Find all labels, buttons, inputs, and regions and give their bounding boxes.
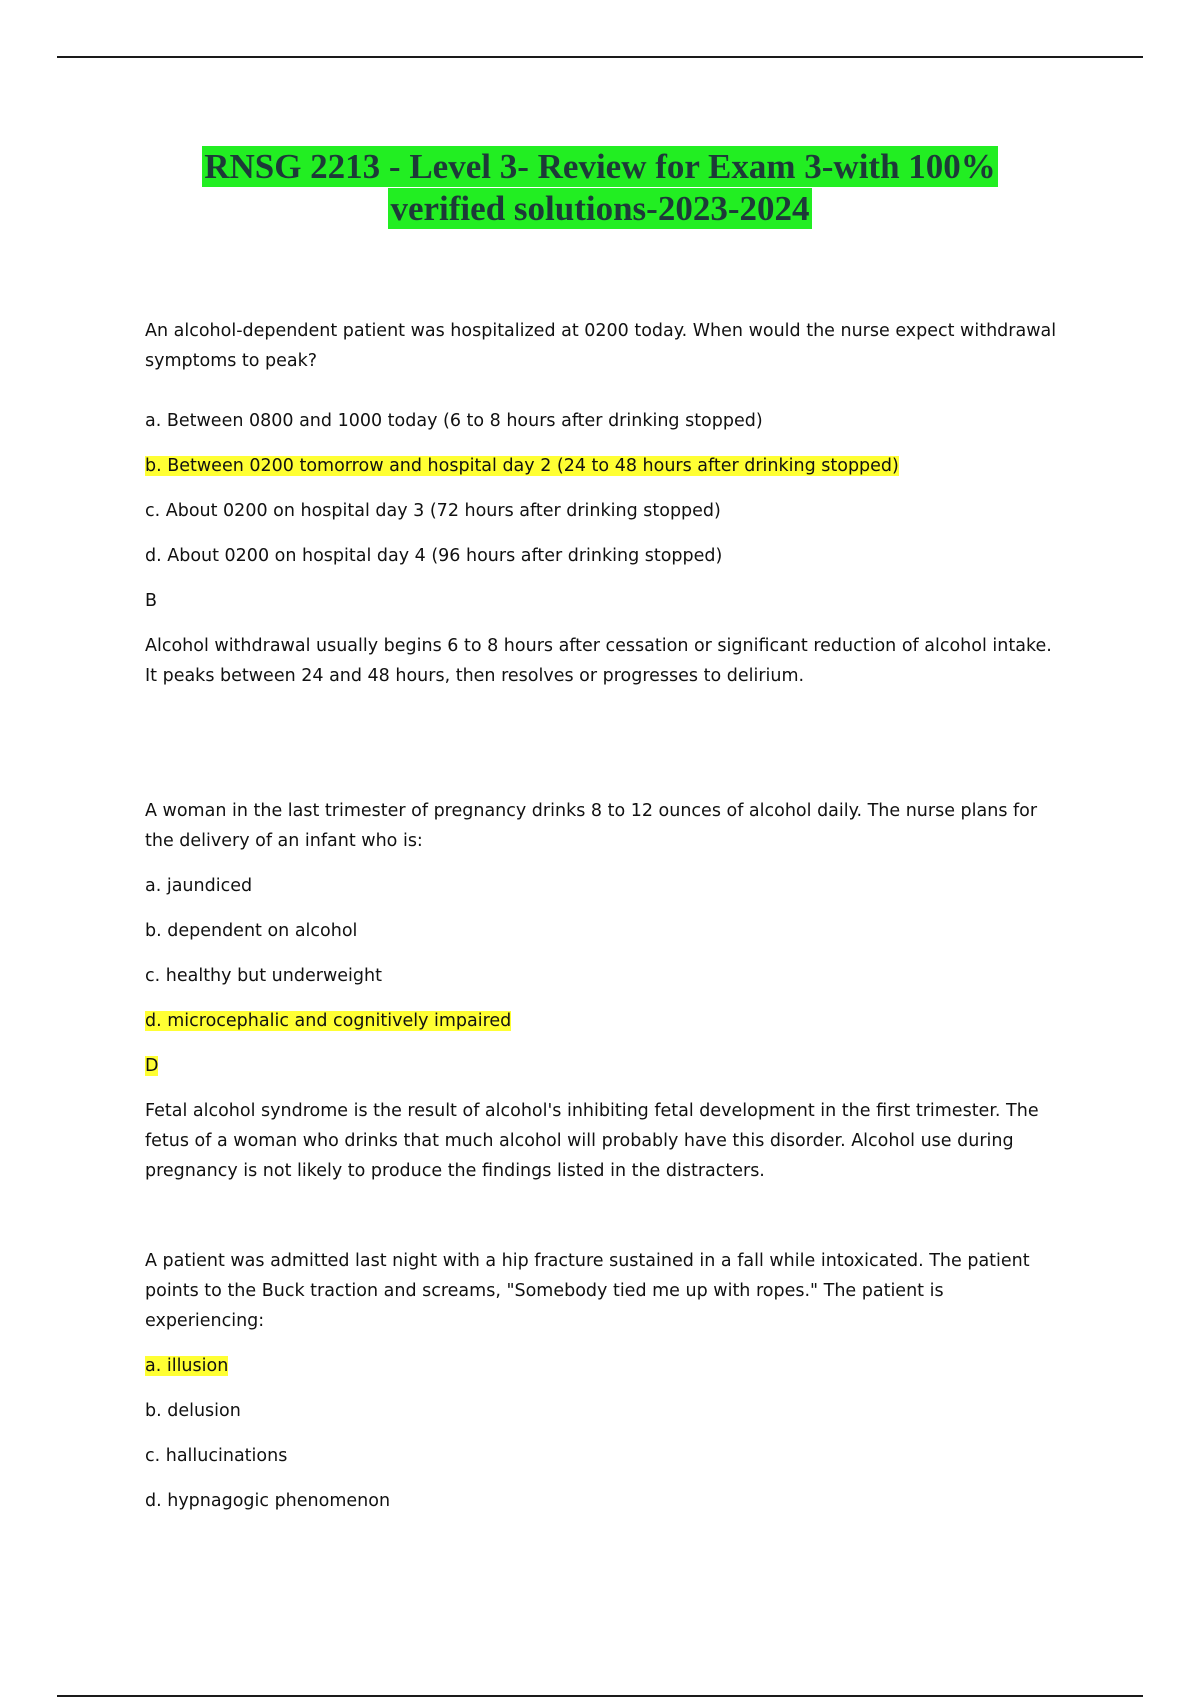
document-body	[145, 316, 1065, 1516]
rationale: Fetal alcohol syndrome is the result of alcohol's inhibiting fetal development in the first trimester. The fetus of a woman who drinks that much alcohol will probably have this disorder. Alcohol use during pregnancy is not likely to produce the findings listed in the distracters.	[145, 1101, 1039, 1181]
answer-key: D	[145, 1056, 159, 1076]
title-line-1: RNSG 2213 - Level 3- Review for Exam 3-with 100%	[204, 147, 996, 186]
question-block-2	[145, 796, 1065, 1186]
question-stem: A patient was admitted last night with a hip fracture sustained in a fall while intoxicated. The patient points to the Buck traction and screams, "Somebody tied me up with ropes." The patient is experiencing:	[145, 1251, 1030, 1331]
question-block-3	[145, 1246, 1065, 1516]
option-a: a. jaundiced	[145, 876, 253, 896]
header-rule	[57, 56, 1143, 58]
option-b: b. delusion	[145, 1401, 241, 1421]
title-line-2: verified solutions-2023-2024	[390, 189, 810, 228]
option-a: a. Between 0800 and 1000 today (6 to 8 hours after drinking stopped)	[145, 411, 763, 431]
question-stem: An alcohol-dependent patient was hospitalized at 0200 today. When would the nurse expect withdrawal symptoms to peak?	[145, 321, 1057, 371]
option-d: d. hypnagogic phenomenon	[145, 1491, 391, 1511]
footer-rule	[57, 1695, 1143, 1697]
option-a-correct: a. illusion	[145, 1356, 229, 1376]
option-c: c. About 0200 on hospital day 3 (72 hours after drinking stopped)	[145, 501, 721, 521]
option-c: c. hallucinations	[145, 1446, 288, 1466]
question-stem: A woman in the last trimester of pregnancy drinks 8 to 12 ounces of alcohol daily. The nurse plans for the delivery of an infant who is:	[145, 801, 1038, 851]
option-b: b. dependent on alcohol	[145, 921, 358, 941]
option-c: c. healthy but underweight	[145, 966, 382, 986]
question-block-1	[145, 316, 1065, 691]
option-d-correct: d. microcephalic and cognitively impaired	[145, 1011, 512, 1031]
option-b-correct: b. Between 0200 tomorrow and hospital day 2 (24 to 48 hours after drinking stopped)	[145, 456, 899, 476]
document-title	[100, 146, 1100, 230]
option-d: d. About 0200 on hospital day 4 (96 hours after drinking stopped)	[145, 546, 723, 566]
answer-key: B	[145, 591, 158, 611]
rationale: Alcohol withdrawal usually begins 6 to 8 hours after cessation or significant reduction of alcohol intake. It peaks between 24 and 48 hours, then resolves or progresses to delirium.	[145, 636, 1052, 686]
